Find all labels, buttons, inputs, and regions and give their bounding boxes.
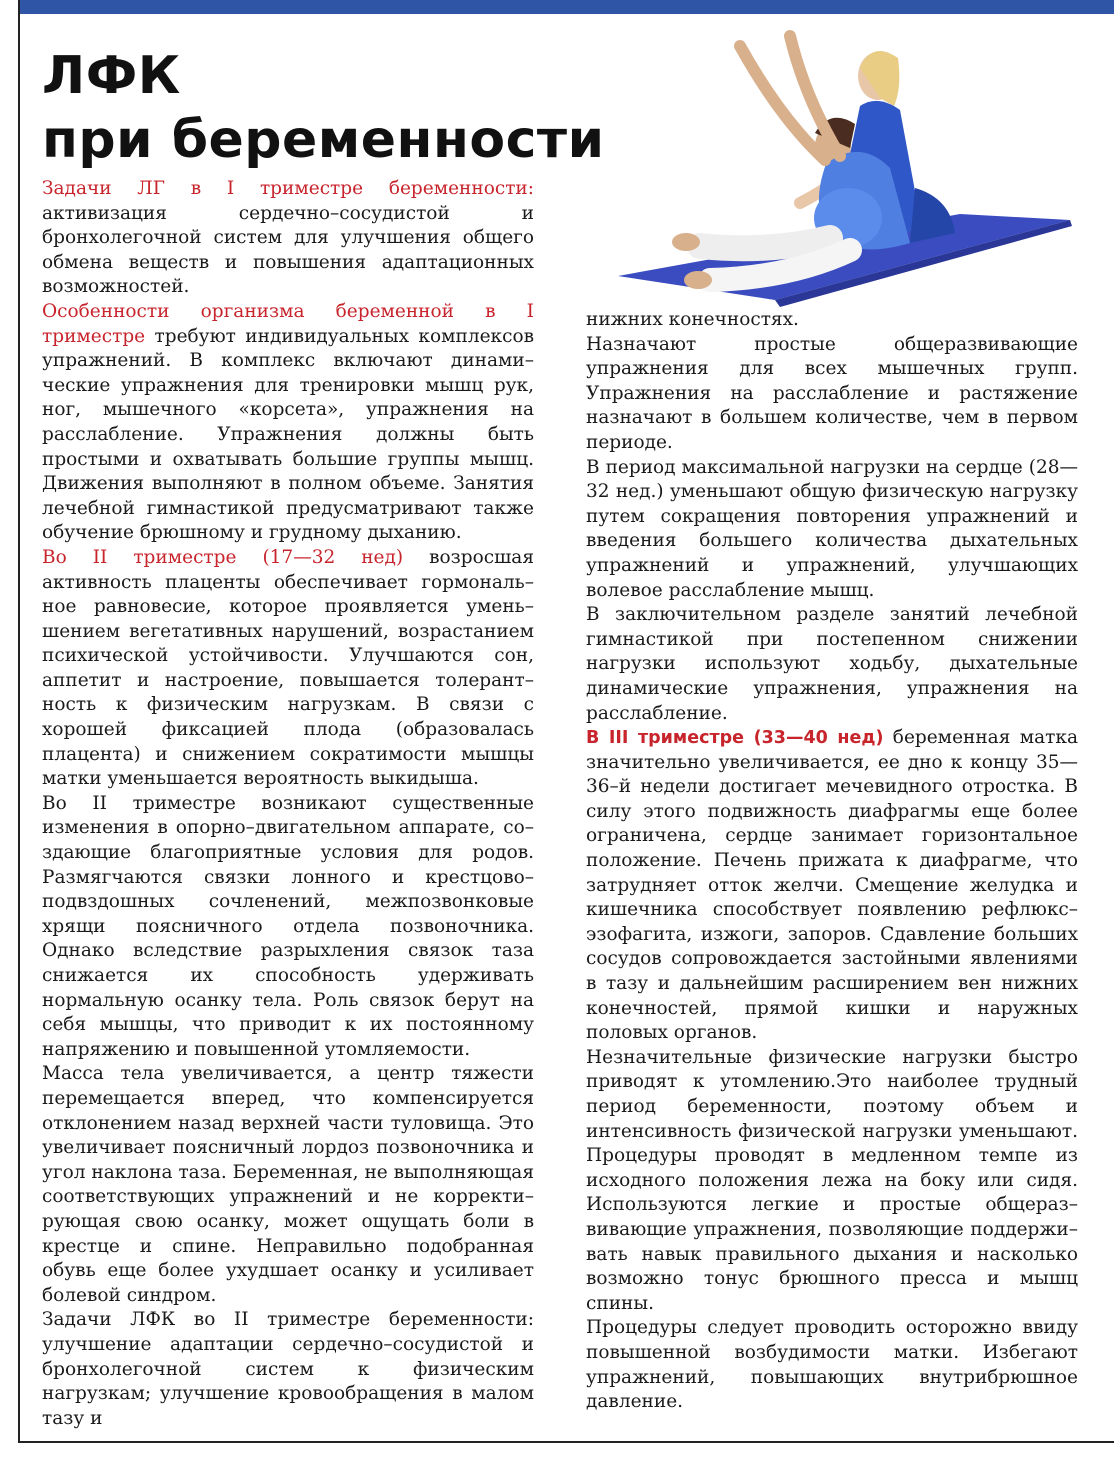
- paragraph: Назначают простые общеразвивающие упражнения для всех мышечных групп. Упражнения на расслабление и растяжение назначают в большем количестве, чем в первом периоде.: [586, 333, 1078, 453]
- paragraph: нижних конечностях.: [586, 309, 799, 330]
- page-title: [42, 44, 605, 172]
- paragraph-text: возросшая активность плаценты обеспечивает гормональ–ное равновесие, которое проявляется умень–шением вегетативных нарушений, возрастанием психической устойчивости. Улучшаются сон, аппетит и настроение, повышается толерант–ность к физическим нагрузкам. В связи с хорошей фиксацией плода (образовалась плацента) и снижением сократимости мышцы матки уменьшается вероятность выкидыша.: [42, 546, 534, 790]
- paragraph: Масса тела увеличивается, а центр тяжести перемещается вперед, что компенсируется отклонением назад верхней части туловища. Это увеличивает поясничный лордоз позвоночника и угол наклона таза. Беременная, не выполняющая соответствующих упражнений и не корректи–рующая свою осанку, может ощущать боли в крестце и спине. Неправильно подобранная обувь еще более ухудшает осанку и усиливает болевой синдром.: [42, 1063, 534, 1306]
- red-heading: В III триместре (33—40 нед): [586, 728, 884, 749]
- paragraph: [42, 546, 534, 792]
- paragraph: [42, 177, 534, 300]
- left-column: [42, 177, 534, 1431]
- red-heading: Во II триместре (17—32 нед): [42, 546, 404, 568]
- red-heading: Особенности организма беременной в I триместре: [42, 300, 534, 347]
- paragraph: Во II триместре возникают существенные изменения в опорно–двигательном аппарате, со–здающие благоприятные условия для родов. Размягчаются связки лонного и крестцово–подвздошных сочленений, межпозвонковые хрящи поясничного отдела позвоночника. Однако вследствие разрыхления связок таза снижается их способность удерживать нормальную осанку тела. Роль связок берут на себя мышцы, что приводит к их постоянному напряжению и повышенной утомляемости.: [42, 792, 534, 1060]
- red-heading: Задачи ЛГ в I триместре беременности:: [42, 178, 534, 199]
- title-line-1: ЛФК: [42, 46, 181, 106]
- paragraph-text: активизация сердечно–сосудистой и бронхолегочной систем для улучшения общего обмена веществ и повышения адаптационных возможностей.: [42, 202, 534, 298]
- page-frame-left: [18, 0, 20, 1443]
- page-frame-bottom: [18, 1441, 1114, 1443]
- title-line-2: при беременности: [42, 110, 605, 170]
- paragraph-text: беременная матка значительно увеличивается, ее дно к концу 35—36–й недели достигает мечевидного отростка. В силу этого подвижность диафрагмы еще более ограничена, сердце занимает горизонтальное положение. Печень прижата к диафрагме, что затрудняет отток желчи. Смещение желудка и кишечника способствует появлению рефлюкс–эзофагита, изжоги, запоров. Сдавление больших сосудов сопровождается застойными явлениями в тазу и дальнейшим расширением вен нижних конечностей, прямой кишки и наружных половых органов.: [586, 727, 1078, 1044]
- paragraph: Задачи ЛФК во II триместре беременности: улучшение адаптации сердечно–сосудистой и бронхолегочной систем к физическим нагрузкам; улучшение кровообращения в малом тазу и: [42, 1309, 534, 1429]
- top-color-bar: [20, 0, 1114, 14]
- paragraph: Процедуры следует проводить осторожно ввиду повышенной возбудимости матки. Избегают упражнений, повышающих внутрибрюшное давление.: [586, 1317, 1078, 1413]
- paragraph: [42, 300, 534, 546]
- paragraph-text: требуют индивидуальных комплексов упражнений. В комплекс включают динами–ческие упражнения для тренировки мышц рук, ног, мышечного «корсета», упражнения на расслабление. Упражнения должны быть простыми и охватывать большие группы мышц. Движения выполняют в полном объеме. Занятия лечебной гимнастикой предусматривают также обучение брюшному и грудному дыханию.: [42, 325, 534, 544]
- right-column: [586, 308, 1078, 1415]
- paragraph: В заключительном разделе занятий лечебной гимнастикой при постепенном снижении нагрузки используют ходьбу, дыхательные динамические упражнения, упражнения на расслабление.: [586, 604, 1078, 724]
- pregnant-woman-exercise-illustration: [610, 28, 1080, 318]
- paragraph: В период максимальной нагрузки на сердце (28—32 нед.) уменьшают общую физическую нагрузку путем сокращения повторения упражнений и введения большего количества дыхательных упражнений и упражнений, улучшающих волевое расслабление мышц.: [586, 456, 1078, 601]
- paragraph: [586, 726, 1078, 1046]
- paragraph: Незначительные физические нагрузки быстро приводят к утомлению.Это наиболее трудный период беременности, поэтому объем и интенсивность физической нагрузки уменьшают. Процедуры проводят в медленном темпе из исходного положения лежа на боку или сидя. Используются легкие и простые общераз–вивающие упражнения, позволяющие поддержи–вать навык правильного дыхания и насколько возможно тонус брюшного пресса и мышц спины.: [586, 1046, 1078, 1314]
